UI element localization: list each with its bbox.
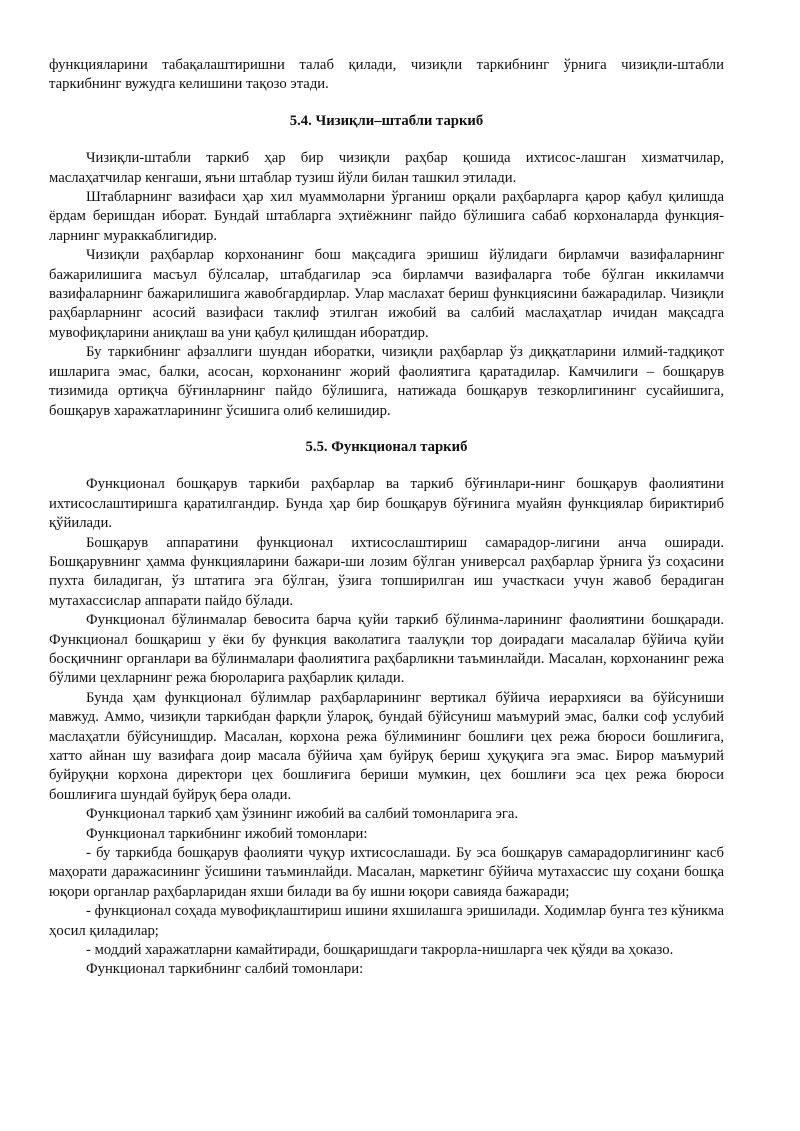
list-item: - моддий харажатларни камайтиради, бошқаришдаги такрорла-нишларга чек қўяди ва ҳоказо. [86, 942, 674, 959]
intro-paragraph: функцияларини табақалаштиришни талаб қилади, чизиқли таркибнинг ўрнига чизиқли-штабли таркибнинг вужудга келишини тақозо этади. [49, 57, 724, 93]
paragraph: Бунда ҳам функционал бўлимлар раҳбарларининг вертикал бўйича иерархияси ва бўйсуниши мавжуд. Аммо, чизиқли таркибдан фарқли ўлароқ, бундай бўйсуниш маъмурий эмас, балки соф услубий маслаҳатли бўйсунишдир. Масалан, корхона режа бўлимининг бошлиғи цех режа бюроси бошлиғига, хатто айнан шу вазифага доир масала бўйича ҳам буйруқ бериш ҳуқуқига эга эмас. Бирор маъмурий буйруқни корхона директори цех бошлиғига бериши мумкин, цех бошлиғи эса цех режа бюроси бошлиғига шундай буйруқ бера олади. [49, 689, 724, 803]
paragraph: Чизиқли раҳбарлар корхонанинг бош мақсадига эришиш йўлидаги бирламчи вазифаларнинг бажарилишига масъул бўлсалар, штабдагилар эса бирламчи вазифаларга тобе бўлган иккиламчи вазифаларнинг бажарилишига жавобгардирлар. Улар маслахат бериш функциясини бажарадилар. Чизиқли раҳбарларнинг асосий вазифаси таклиф этилган ижобий ва салбий маслаҳатлар ичидан мақсадга мувофиқларини аниқлаш ва уни қабул қилишдан иборатдир. [49, 247, 724, 341]
paragraph: Чизиқли-штабли таркиб ҳар бир чизиқли раҳбар қошида ихтисос-лашган хизматчилар, маслаҳатчилар кенгаши, яъни штаблар тузиш йўли билан ташкил этилади. [49, 150, 724, 186]
paragraph: Функционал бўлинмалар бевосита барча қуйи таркиб бўлинма-ларининг фаолиятини бошқаради. Функционал бошқариш у ёки бу функция ваколатига таалуқли тор доирадаги масалалар бўйича қуйи босқичнинг органлари ва бўлинмалари фаолиятига раҳбарликни таъминлайди. Масалан, корхонанинг режа бўлими цехларнинг режа бюроларига раҳбарлик қилади. [49, 612, 724, 687]
section-heading-5-5: 5.5. Функционал таркиб [305, 438, 468, 455]
section-heading-5-4: 5.4. Чизиқли–штабли таркиб [289, 112, 484, 129]
list-item: - бу таркибда бошқарув фаолияти чуқур ихтисослашади. Бу эса бошқарув самарадорлигининг касб маҳорати даражасининг ўсишини таъминлайди. Масалан, маркетинг бўйича мутахассис шу соҳани бошқа юқори органлар раҳбарларидан яхши билади ва бу ишни юқори савияда бажаради; [49, 845, 724, 900]
document-page [49, 56, 724, 980]
paragraph: Бу таркибнинг афзаллиги шундан иборатки, чизиқли раҳбарлар ўз диққатларини илмий-тадқиқот ишларига эмас, балки, асосан, корхонанинг жорий фаолиятига қаратадилар. Камчилиги – бошқарув тизимида ортиқча бўғинларнинг пайдо бўлишига, натижада бошқарув тезкорлигининг сусайишига, бошқарув харажатларининг ўсишига олиб келишидир. [49, 344, 724, 419]
paragraph: Штабларнинг вазифаси ҳар хил муаммоларни ўрганиш орқали раҳбарларга қарор қабул қилишда ёрдам беришдан иборат. Бундай штабларга эҳтиёжнинг пайдо бўлишига сабаб корхоналарда функция-ларнинг мураккаблигидир. [49, 189, 724, 244]
paragraph: Функционал бошқарув таркиби раҳбарлар ва таркиб бўғинлари-нинг бошқарув фаолиятини ихтисослаштиришга қаратилгандир. Бунда ҳар бир бошқарув бўғинига муайян функциялар бириктириб қўйилади. [49, 476, 724, 532]
paragraph: Функционал таркибнинг ижобий томонлари: [86, 825, 368, 842]
paragraph: Бошқарув аппаратини функционал ихтисослаштириш самарадор-лигини анча оширади. Бошқарувнинг ҳамма функцияларини бажари-ши лозим бўлган универсал раҳбарлар ўрнига ўз соҳасини пухта биладиган, ўз штатига эга бўлган, ўзига топширилган иш участкаси учун жавоб берадиган мутахассислар аппарати пайдо бўлади. [49, 534, 724, 609]
list-item: - функционал соҳада мувофиқлаштириш ишини яхшилашга эришилади. Ходимлар бунга тез кўникма ҳосил қиладилар; [49, 903, 724, 939]
paragraph: Функционал таркиб ҳам ўзининг ижобий ва салбий томонларига эга. [86, 806, 519, 823]
paragraph: Функционал таркибнинг салбий томонлари: [86, 961, 364, 978]
